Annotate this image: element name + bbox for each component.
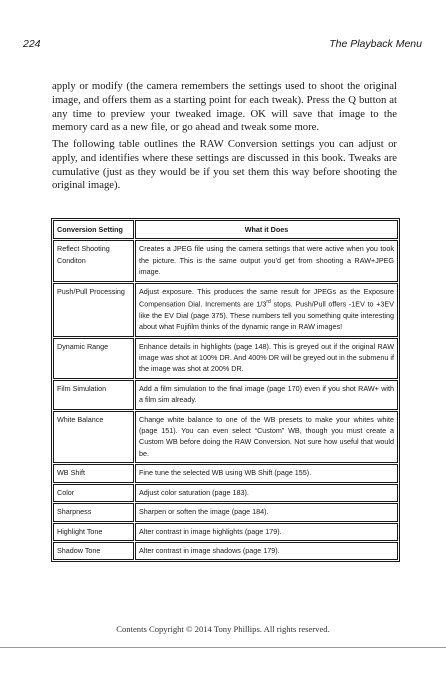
setting-description-cell: Creates a JPEG file using the camera settings that were active when you took the picture. This is the same output you’d get from shooting a RAW+JPEG image. [135,240,398,281]
running-header [23,38,422,52]
chapter-title: The Playback Menu [329,38,422,50]
setting-name-cell: WB Shift [53,464,134,482]
table-row [53,283,398,337]
column-header-description: What it Does [135,220,398,239]
table-row [53,484,398,502]
table-row [53,503,398,521]
table-row [53,411,398,464]
table-row [53,338,398,379]
setting-name-cell: Sharpness [53,503,134,521]
setting-name-cell: White Balance [53,411,134,464]
setting-description-cell: Sharpen or soften the image (page 184). [135,503,398,521]
setting-description-cell: Change white balance to one of the WB presets to make your whites white (page 151). You can even select “Custom” WB, though you must create a Custom WB before doing the RAW Conversion. Not sure how useful that would be. [135,411,398,464]
raw-conversion-table [51,218,400,562]
table-row [53,523,398,541]
body-paragraph: The following table outlines the RAW Conversion settings you can adjust or apply, and identifies where these settings are discussed in this book. Tweaks are cumulative (just as they would be if you set them this way before shooting the original image). [52,138,397,192]
setting-description-cell: Adjust color saturation (page 183). [135,484,398,502]
table-row [53,240,398,281]
setting-name-cell: Highlight Tone [53,523,134,541]
page-number: 224 [23,38,41,50]
copyright-footer: Contents Copyright © 2014 Tony Phillips. All rights reserved. [116,624,330,634]
setting-name-cell: Dynamic Range [53,338,134,379]
setting-name-cell: Film Simulation [53,380,134,410]
setting-description-cell: Fine tune the selected WB using WB Shift (page 155). [135,464,398,482]
table-row [53,542,398,560]
setting-name-cell: Color [53,484,134,502]
setting-description-cell: Add a film simulation to the final image (page 170) even if you shot RAW+ with a film sim already. [135,380,398,410]
setting-description-cell: Adjust exposure. This produces the same result for JPEGs as the Exposure Compensation Dial. Increments are 1/3rd stops. Push/Pull offers -1EV to +3EV like the EV Dial (page 375). These numbers tell you something quite interesting about what Fujifilm thinks of the dynamic range in RAW images! [135,283,398,337]
setting-name-cell: Reflect Shooting Conditon [53,240,134,281]
setting-description-cell: Alter contrast in image shadows (page 179). [135,542,398,560]
table-row [53,464,398,482]
setting-description-cell: Enhance details in highlights (page 148). This is greyed out if the original RAW image was shot at 100% DR. And 400% DR will be greyed out in the submenu if the image was shot at 200% DR. [135,338,398,379]
table-header-row [53,220,398,239]
setting-name-cell: Shadow Tone [53,542,134,560]
body-paragraph: apply or modify (the camera remembers the settings used to shoot the original image, and offers them as a starting point for each tweak). Press the Q button at any time to preview your tweaked image. OK will save that image to the memory card as a new file, or go ahead and tweak some more. [52,80,397,134]
column-header-setting: Conversion Setting [53,220,134,239]
setting-description-cell: Alter contrast in image highlights (page 179). [135,523,398,541]
footer-divider [0,647,446,648]
table-row [53,380,398,410]
setting-name-cell: Push/Pull Processing [53,283,134,337]
